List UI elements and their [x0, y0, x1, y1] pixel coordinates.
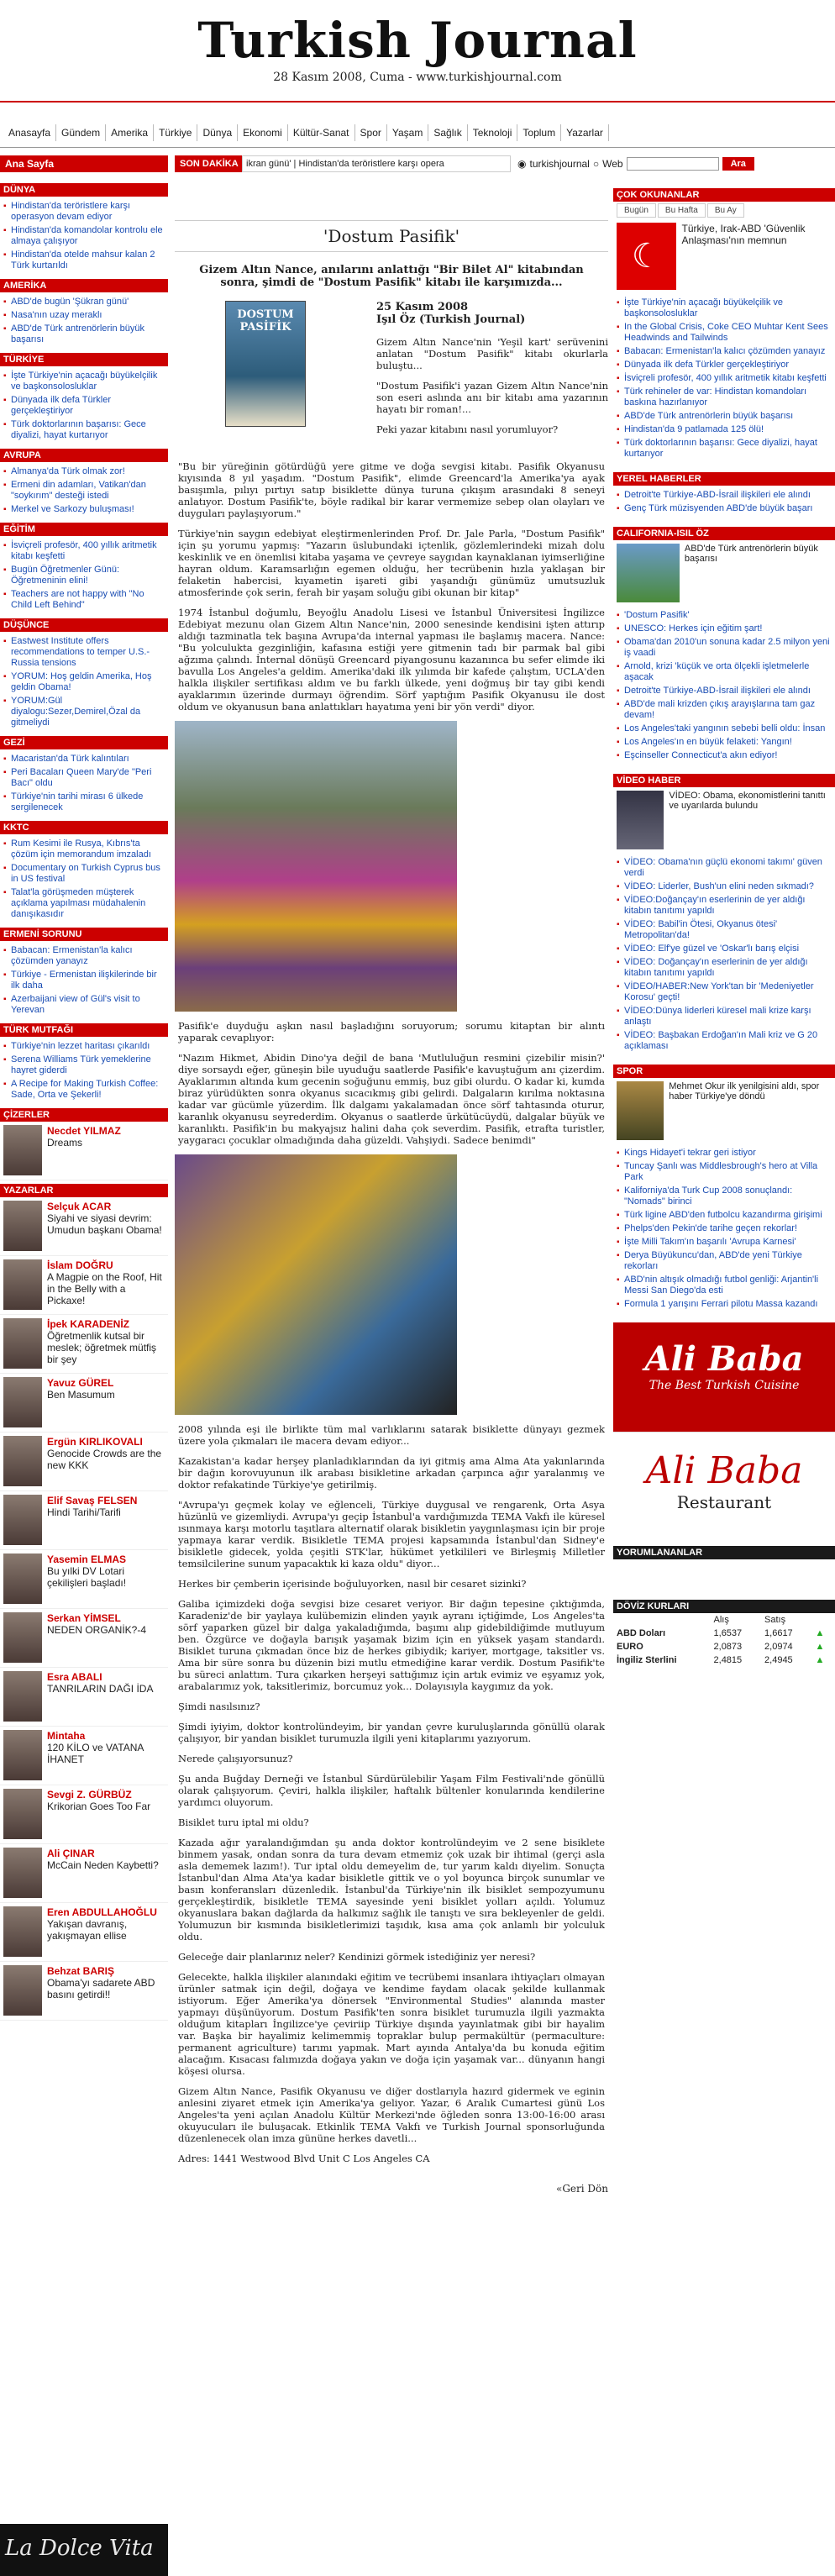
- author-article-title[interactable]: Krikorian Goes Too Far: [47, 1801, 151, 1812]
- nav-item[interactable]: Gündem: [56, 124, 106, 141]
- author-name[interactable]: Serkan YİMSEL: [47, 1612, 121, 1624]
- paragraph: Peki yazar kitabını nasıl yorumluyor?: [376, 423, 559, 435]
- photo-mural: [175, 1154, 457, 1415]
- nav-item[interactable]: Kültür-Sanat: [288, 124, 355, 141]
- paragraph: "Avrupa'yı geçmek kolay ve eğlenceli, Türkiye duygusal ve rengarenk, Orta Asya hüzünlü ve gizemliydi. Avrupa'yı geçip İstanbul'a vardığımızda TEMA Vakfı ile küresel ısınmaya karşı motorlu taşıtlara alternatif olarak bisikletin yaygınlaşması için bir proje yapmaya karar verdik. Bisikletle TEMA projesi kapsamında İstanbul'dan Sidney'e bisikletle gidecek, yolda çeşitli STK'lar, hükümet yetkilileri ve Birleşmiş Milletler temsilcilerine sunum yapacaktık ki kaza oldu" diyor...: [178, 1499, 605, 1569]
- flag-photo: ☾: [617, 223, 676, 290]
- video-item[interactable]: ▪ VİDEO/HABER:New York'tan bir 'Medeniyetler Korosu' geçti!: [617, 981, 832, 1003]
- paragraph: "Nazım Hikmet, Abidin Dino'ya değil de bana 'Mutluluğun resmini çizebilir misin?' diye sorsaydı eğer, güneşin bile uyuduğu saatlerde Pasifik'e kavuştuğum anı çizerdim. Ayaklarımın altında kum gecenin soğuğunu emmiş, buz gibi olurdu. O kadar ki, kumda biraz yürüdükten sonra okyanus sıcacıkmış gibi gelirdi. Dalgaların kırılma noktasına kadar var gücümle yüzerdim. İlk dalgamı yakalamadan önce sörf tahtasında oturur, karanlık okyanusu seyrederdim. Okyanus o saatlerde ürkütücüydü, dalgalar büyük ve karanlıktı. Pasifik'in bu makyajsız halini daha çok severdim. Pasifik, etrafta turistler, yaygaracı çocuklar olmadığında daha güzeldi. Vahşiydi. Sadece benimdi": [178, 1052, 605, 1146]
- section-list: [0, 536, 168, 615]
- most-read-top[interactable]: Türkiye, Irak-ABD 'Güvenlik Anlaşması'nın memnun: [681, 223, 806, 246]
- nav-item[interactable]: Türkiye: [154, 124, 197, 141]
- section-title[interactable]: ERMENİ SORUNU: [0, 928, 168, 941]
- author-card[interactable]: [0, 1962, 168, 2021]
- avatar: [3, 1377, 42, 1427]
- sport-top[interactable]: Mehmet Okur ilk yenilgisini aldı, spor haber Türkiye'ye döndü: [669, 1081, 820, 1101]
- author-article-title[interactable]: McCain Neden Kaybetti?: [47, 1859, 159, 1871]
- california-item[interactable]: ▪ ABD'de mali krizden çıkış arayışlarına tam gaz devam!: [617, 699, 832, 721]
- section-title[interactable]: KKTC: [0, 821, 168, 834]
- list-item[interactable]: ▪ İşte Türkiye'nin açacağı büyükelçilik ve başkonsolosluklar: [3, 371, 165, 392]
- photo-cyclist: [175, 721, 457, 1012]
- article: [175, 168, 608, 2195]
- sport-item[interactable]: ▪ Phelps'den Pekin'de tarihe geçen rekorlar!: [617, 1223, 832, 1234]
- section-title[interactable]: DÜŞÜNCE: [0, 618, 168, 632]
- author-name[interactable]: İpek KARADENİZ: [47, 1318, 130, 1330]
- author-article-title[interactable]: Ben Masumum: [47, 1389, 115, 1401]
- dateline: 28 Kasım 2008, Cuma - www.turkishjournal.com: [273, 71, 562, 84]
- up-arrow-icon: ▲: [815, 1655, 825, 1665]
- video-item[interactable]: ▪ VİDEO: Başbakan Erdoğan'ın Mali kriz ve G 20 açıklaması: [617, 1030, 832, 1052]
- video-top[interactable]: VİDEO: Obama, ekonomistlerini tanıttı ve uyarılarda bulundu: [669, 791, 826, 811]
- list-item[interactable]: ▪ Hindistan'da otelde mahsur kalan 2 Türk kurtarıldı: [3, 250, 165, 271]
- author-article-title[interactable]: Bu yılki DV Lotari çekilişleri başladı!: [47, 1565, 127, 1589]
- avatar: [3, 1906, 42, 1957]
- author-card[interactable]: [0, 1609, 168, 1668]
- author-card[interactable]: [0, 1903, 168, 1962]
- paragraph: 2008 yılında eşi ile birlikte tüm mal varlıklarını satarak bisiklette dünyayı gezmek üzere yola çıkmaları ile macera devam ediyor...: [178, 1423, 605, 1447]
- author-card[interactable]: [0, 1844, 168, 1903]
- video-item[interactable]: ▪ VİDEO: Obama'nın güçlü ekonomi takımı' güven verdi: [617, 857, 832, 879]
- author-card[interactable]: [0, 1374, 168, 1433]
- currency-name: EURO: [617, 1642, 643, 1652]
- ad-title: Ali Baba: [645, 1449, 803, 1492]
- ad-subtitle: Restaurant: [676, 1492, 772, 1512]
- list-item[interactable]: ▪ Türkiye - Ermenistan ilişkilerinde bir ilk daha: [3, 970, 165, 991]
- author-name[interactable]: Elif Savaş FELSEN: [47, 1495, 138, 1506]
- california-item[interactable]: ▪ UNESCO: Herkes için eğitim şart!: [617, 623, 832, 634]
- ad-alibaba-1[interactable]: [613, 1322, 835, 1432]
- video-item[interactable]: ▪ VİDEO: Doğançay'ın eserlerinin de yer aldığı kitabın tanıtımı yapıldı: [617, 957, 832, 979]
- avatar: [3, 1848, 42, 1898]
- california-item[interactable]: ▪ Obama'dan 2010'un sonuna kadar 2.5 milyon yeni iş vaadi: [617, 637, 832, 659]
- most-read-item[interactable]: ▪ İsviçreli profesör, 400 yıllık aritmetik kitabı keşfetti: [617, 373, 832, 384]
- author-article-title[interactable]: 120 KİLO ve VATANA İHANET: [47, 1742, 144, 1765]
- avatar: [3, 1125, 42, 1175]
- list-item[interactable]: ▪ Merkel ve Sarkozy buluşması!: [3, 504, 165, 515]
- author-name[interactable]: İslam DOĞRU: [47, 1259, 113, 1271]
- author-card[interactable]: [0, 1550, 168, 1609]
- most-read-item[interactable]: ▪ İşte Türkiye'nin açacağı büyükelçilik ve başkonsolosluklar: [617, 297, 832, 319]
- most-read-title: ÇOK OKUNANLAR: [613, 188, 835, 202]
- author-name[interactable]: Necdet YILMAZ: [47, 1125, 121, 1137]
- sport-item[interactable]: ▪ Kings Hidayet'i tekrar geri istiyor: [617, 1148, 832, 1159]
- list-item[interactable]: ▪ YORUM:Gül diyalogu:Sezer,Demirel,Özal da gitmeliydi: [3, 696, 165, 728]
- currency-buy: 2,4815: [713, 1655, 743, 1665]
- author-name[interactable]: Ali ÇINAR: [47, 1848, 95, 1859]
- left-column: [0, 180, 168, 2021]
- article-author: Işıl Öz (Turkish Journal): [376, 313, 526, 326]
- section-title[interactable]: EĞİTİM: [0, 523, 168, 536]
- california-item[interactable]: ▪ Los Angeles'ın en büyük felaketi: Yangın!: [617, 737, 832, 748]
- author-card[interactable]: [0, 1433, 168, 1491]
- nav-item[interactable]: Teknoloji: [468, 124, 518, 141]
- section-list: [0, 834, 168, 924]
- up-arrow-icon: ▲: [815, 1628, 825, 1638]
- video-item[interactable]: ▪ VİDEO:Doğançay'ın eserlerinin de yer aldığı kitabın tanıtımı yapıldı: [617, 895, 832, 917]
- california-item[interactable]: ▪ Eşcinseller Connecticut'a akın ediyor!: [617, 750, 832, 761]
- author-article-title[interactable]: Yakışan davranış, yakışmayan ellise: [47, 1918, 128, 1942]
- book-cover: [225, 301, 306, 427]
- up-arrow-icon: ▲: [815, 1642, 825, 1652]
- article-body: [175, 460, 608, 2195]
- avatar: [3, 1730, 42, 1780]
- avatar: [3, 1495, 42, 1545]
- author-name[interactable]: Yavuz GÜREL: [47, 1377, 114, 1389]
- most-read-item[interactable]: ▪ Hindistan'da 9 patlamada 125 ölü!: [617, 424, 832, 435]
- section-list: [0, 366, 168, 445]
- paragraph: Bisiklet turu iptal mi oldu?: [178, 1816, 309, 1828]
- search-button[interactable]: Ara: [722, 157, 754, 171]
- section-list: [0, 941, 168, 1020]
- author-card[interactable]: [0, 1727, 168, 1785]
- video-item[interactable]: ▪ VİDEO: Liderler, Bush'un elini neden sıkmadı?: [617, 881, 832, 892]
- nav-item[interactable]: Yazarlar: [561, 124, 609, 141]
- currency-sell: 1,6617: [764, 1628, 793, 1638]
- paragraph: Herkes bir çemberin içerisinde boğuluyorken, nasıl bir cesaret sizinki?: [178, 1578, 527, 1590]
- list-item[interactable]: ▪ A Recipe for Making Turkish Coffee: Sade, Orta ve Şekerli!: [3, 1079, 165, 1101]
- nav-item[interactable]: Amerika: [106, 124, 154, 141]
- breaking-ticker[interactable]: ikran günü' | Hindistan'da teröristlere karşı opera: [242, 155, 511, 172]
- paragraph: Nerede çalışıyorsunuz?: [178, 1753, 293, 1764]
- section-title[interactable]: AMERİKA: [0, 279, 168, 292]
- list-item[interactable]: ▪ Türk doktorlarının başarısı: Gece diyalizi, hayat kurtarıyor: [3, 419, 165, 441]
- avatar: [3, 1612, 42, 1663]
- nav-item[interactable]: Spor: [355, 124, 387, 141]
- list-item[interactable]: ▪ Azerbaijani view of Gül's visit to Yerevan: [3, 994, 165, 1016]
- section-list: [0, 632, 168, 733]
- list-item[interactable]: ▪ Eastwest Institute offers recommendations to temper U.S.-Russia tensions: [3, 636, 165, 669]
- sport-item[interactable]: ▪ Kaliforniya'da Turk Cup 2008 sonuçlandı: "Nomads" birinci: [617, 1185, 832, 1207]
- paragraph: Gizem Altın Nance'nin 'Yeşil kart' serüvenini anlatan "Dostum Pasifik" kitabı okurlarla buluştu...: [376, 336, 608, 371]
- author-name[interactable]: Selçuk ACAR: [47, 1201, 112, 1212]
- list-item[interactable]: ▪ Hindistan'da teröristlere karşı operasyon devam ediyor: [3, 201, 165, 223]
- article-lead: Gizem Altın Nance, anılarını anlattığı "Bir Bilet Al" kitabından sonra, şimdi de "Dostum Pasifik" kitabı ile karşımızda...: [199, 264, 584, 289]
- nav-item[interactable]: Toplum: [517, 124, 561, 141]
- main-nav: [0, 118, 835, 148]
- paragraph: Galiba içimizdeki doğa sevgisi bize cesaret veriyor. Bir dağın tepesine çıktığımda, Karadeniz'de bir yaylaya kulübemizin elinden yayık ayranı içtiğimde, Los Angeles'ta sörf yaparken güzel bir dalga yakaladığımda, başımı alıp gidebildiğimde mutluyum ben. Özgürce ve doğayla barışık yaşamak bizim için en yüksek yaşam standardı. Bisiklet turuna çıkmadan önce biz de herkes gibiydik; kariyer, mortgage, taksitler vs. Ama bir süre sonra bu düzenin bizi mutlu etmediğine karar verdik. Dostum Pasifik'te bu süreci anlattım. Tura çıkarken herşeyi sattığımız için artık evimiz ve eşyamız yok, arabalarımız yok, taksitlerimiz, borcumuz yok... Dolayısıyla kaygımız da yok.: [178, 1598, 605, 1692]
- local-news-list: [613, 486, 835, 518]
- tab-today[interactable]: Bugün: [617, 203, 656, 218]
- currency-row: [613, 1653, 835, 1667]
- author-card[interactable]: [0, 1197, 168, 1256]
- california-item[interactable]: ▪ Arnold, krizi 'küçük ve orta ölçekli işletmelerle aşacak: [617, 661, 832, 683]
- author-article-title[interactable]: NEDEN ORGANİK?-4: [47, 1624, 147, 1636]
- author-card[interactable]: [0, 1315, 168, 1374]
- list-item[interactable]: ▪ Ermeni din adamları, Vatikan'dan "soykırım" desteği istedi: [3, 480, 165, 502]
- site-logo[interactable]: Turkish Journal: [197, 12, 638, 69]
- avatar: [3, 1201, 42, 1251]
- paragraph: Kazada ağır yaralandığımdan şu anda doktor kontrolündeyim ve 2 sene bisiklete binmem yasak, ondan sonra da tura devam etmemiz çok uzak bir ihtimal (gerçi asla asla dememek lazım!). Tur iptal oldu demeyelim de, tur yarım kaldı diyelim. Sonuçta İstanbul'dan Alma Ata'ya kadar bisikletle gittik ve o yol boyunca birçok sunumlar ve basın konferansları düzenledik. İstanbul'da Türkiye'nin ilk bisiklet sempozyumunu gerçekleştirdik, bisikletle TEMA sayesinde yeni bisiklet yolları açıldı. Yolumuz okyanuslara bakan dağlarda da halkımız sağlık ile tanıştı ve sıra bekleyenler de geldi. Yolumuzun bir kısmında bisikletlerimizi taşıdık, kısa ama çok anlamlı bir yolculuk oldu.: [178, 1837, 605, 1943]
- currency-title: DÖVİZ KURLARI: [613, 1600, 835, 1613]
- author-name[interactable]: Sevgi Z. GÜRBÜZ: [47, 1789, 132, 1801]
- paragraph: Şimdi iyiyim, doktor kontrolündeyim, bir yandan çevre kuruluşlarında gönüllü olarak çalışıyor, bir yandan bisiklet turumuzla ilgili yeni kitaplarımı yazıyorum.: [178, 1721, 605, 1744]
- most-read-tabs: [613, 202, 835, 219]
- nav-item[interactable]: Ekonomi: [238, 124, 288, 141]
- avatar: [3, 1671, 42, 1722]
- most-read-item[interactable]: ▪ Dünyada ilk defa Türkler gerçekleştiriyor: [617, 360, 832, 371]
- section-list: [0, 292, 168, 350]
- author-name[interactable]: Esra ABALI: [47, 1671, 102, 1683]
- most-read-item[interactable]: ▪ In the Global Crisis, Coke CEO Muhtar Kent Sees Headwinds and Tailwinds: [617, 322, 832, 344]
- masthead: [0, 0, 835, 103]
- ad-title: Ali Baba: [644, 1339, 804, 1379]
- paragraph: Şu anda Buğday Derneği ve İstanbul Sürdürülebilir Yaşam Film Festivali'nde gönüllü olarak çalışıyorum. Çeviri, halkla ilişkiler, haftalık bültenler konularında kendilerine yardımcı oluyorum.: [178, 1773, 605, 1808]
- list-item[interactable]: ▪ Babacan: Ermenistan'la kalıcı çözümden yanayız: [3, 945, 165, 967]
- currency-buy: 1,6537: [713, 1628, 743, 1638]
- california-list: [613, 606, 835, 765]
- california-top[interactable]: ABD'de Türk antrenörlerin büyük başarısı: [684, 544, 818, 564]
- list-item[interactable]: ▪ Hindistan'da komandolar kontrolu ele almaya çalışıyor: [3, 225, 165, 247]
- sport-item[interactable]: ▪ Türk ligine ABD'den futbolcu kazandırma girişimi: [617, 1210, 832, 1221]
- list-item[interactable]: ▪ Almanya'da Türk olmak zor!: [3, 466, 165, 477]
- currency-row: [613, 1627, 835, 1640]
- list-item[interactable]: ▪ İsviçreli profesör, 400 yıllık aritmetik kitabı keşfetti: [3, 540, 165, 562]
- author-article-title[interactable]: Dreams: [47, 1137, 83, 1149]
- section-title[interactable]: DÜNYA: [0, 183, 168, 197]
- video-list: [613, 853, 835, 1056]
- list-item[interactable]: ▪ ABD'de Türk antrenörlerin büyük başarısı: [3, 323, 165, 345]
- currency-name: İngiliz Sterlini: [617, 1655, 677, 1665]
- list-item[interactable]: ▪ Dünyada ilk defa Türkler gerçekleştiriyor: [3, 395, 165, 417]
- home-link[interactable]: Ana Sayfa: [0, 155, 168, 172]
- section-list: [0, 749, 168, 817]
- paragraph: Gizem Altın Nance, Pasifik Okyanusu ve diğer dostlarıyla hazırd gidermek ve eginin anlesini ziyaret etmek için Amerika'ya geliyor. Yazar, 6 Aralık Cumartesi günü Los Angeles'ta yeni açılan Anadolu Kültür Merkezi'nde öğleden sonra 13:00-16:00 arası okuyucuları ile buluşacak. Etkinlik TEMA Vakfı ve Turkish Journal sponsorluğunda düzenlenecek olan imza gününe herkes davetli...: [178, 2085, 605, 2144]
- author-name[interactable]: Eren ABDULLAHOĞLU: [47, 1906, 157, 1918]
- paragraph: Türkiye'nin saygın edebiyat eleştirmenlerinden Prof. Dr. Jale Parla, "Dostum Pasifik" için şu yorumu yapmış: "Yazarın üslubundaki içtenlik, gözlemlerindeki mizah dolu keskinlik ve en önemlisi kitaba yaşama ve çevreye saygıdan kaynaklanan iyimserliğine hayran oldum. Karamsarlığın egemen olduğu, her tecrübenin hızla yaklaşan bir felaketin habercisi, kıyametin işareti gibi yaşandığı günümüz umutsuzluk atmosferinde çok serin, ferah bir yaşam soluğu gibi okunan bir kitap": [178, 528, 605, 598]
- search-option: turkishjournal: [529, 158, 590, 170]
- author-article-title[interactable]: TANRILARIN DAĞI İDA: [47, 1683, 154, 1695]
- sport-item[interactable]: ▪ İşte Milli Takım'ın başarılı 'Avrupa Karnesi': [617, 1237, 832, 1248]
- article-date: 25 Kasım 2008: [376, 301, 469, 313]
- author-article-title[interactable]: A Magpie on the Roof, Hit in the Belly with a Pickaxe!: [47, 1271, 162, 1306]
- ad-subtitle: The Best Turkish Cuisine: [649, 1379, 800, 1392]
- author-name[interactable]: Ergün KIRLIKOVALI: [47, 1436, 143, 1448]
- sport-item[interactable]: ▪ Derya Büyükuncu'dan, ABD'de yeni Türkiye rekorları: [617, 1250, 832, 1272]
- sport-item[interactable]: ▪ Formula 1 yarışını Ferrari pilotu Massa kazandı: [617, 1299, 832, 1310]
- list-item[interactable]: ▪ Documentary on Turkish Cyprus bus in US festival: [3, 863, 165, 885]
- nav-item[interactable]: Anasayfa: [3, 124, 56, 141]
- currency-row: [613, 1640, 835, 1653]
- commented-title: YORUMLANANLAR: [613, 1546, 835, 1559]
- right-column: [613, 185, 835, 1667]
- article-title: 'Dostum Pasifik': [175, 220, 608, 252]
- most-read-list: [613, 293, 835, 464]
- local-news-item[interactable]: ▪ Genç Türk müzisyenden ABD'de büyük başarı: [617, 503, 832, 514]
- author-card[interactable]: [0, 1668, 168, 1727]
- author-article-title[interactable]: Hindi Tarihi/Tarifi: [47, 1506, 121, 1518]
- list-item[interactable]: ▪ Macaristan'da Türk kalıntıları: [3, 754, 165, 765]
- most-read-item[interactable]: ▪ ABD'de Türk antrenörlerin büyük başarısı: [617, 411, 832, 422]
- list-item[interactable]: ▪ Rum Kesimi ile Rusya, Kıbrıs'ta çözüm için memorandum imzaladı: [3, 839, 165, 860]
- sport-photo: [617, 1081, 664, 1140]
- tab-week[interactable]: Bu Hafta: [658, 203, 706, 218]
- avatar: [3, 1318, 42, 1369]
- author-name[interactable]: Behzat BARIŞ: [47, 1965, 115, 1977]
- list-item[interactable]: ▪ Nasa'nın uzay meraklı: [3, 310, 165, 321]
- paragraph: Adres: 1441 Westwood Blvd Unit C Los Angeles CA: [178, 2153, 430, 2164]
- sport-list: [613, 1143, 835, 1314]
- avatar: [3, 1789, 42, 1839]
- author-name[interactable]: Mintaha: [47, 1730, 86, 1742]
- search-option: Web: [602, 158, 623, 170]
- video-item[interactable]: ▪ VİDEO: Babil'in Ötesi, Okyanus ötesi' Metropolitan'da!: [617, 919, 832, 941]
- book-title: DOSTUM PASİFİK: [237, 308, 294, 334]
- california-photo: [617, 544, 680, 602]
- radio-icon[interactable]: ○: [592, 158, 600, 170]
- author-article-title[interactable]: Öğretmenlik kutsal bir meslek; öğretmek mütfiş bir şey: [47, 1330, 157, 1365]
- paragraph: Şimdi nasılsınız?: [178, 1701, 260, 1712]
- list-item[interactable]: ▪ Peri Bacaları Queen Mary'de "Peri Bacı" oldu: [3, 767, 165, 789]
- currency-sell: 2,4945: [764, 1655, 793, 1665]
- list-item[interactable]: ▪ YORUM: Hoş geldin Amerika, Hoş geldin Obama!: [3, 671, 165, 693]
- section-list: [0, 197, 168, 276]
- section-list: [0, 1037, 168, 1105]
- section-title[interactable]: GEZİ: [0, 736, 168, 749]
- paragraph: Pasifik'e duyduğu aşkın nasıl başladığını soruyorum; sorumu kitaptan bir alıntı yaparak cevaplıyor:: [178, 1020, 605, 1044]
- paragraph: "Bu bir yüreğinin götürdüğü yere gitme ve doğa sevgisi kitabı. Pasifik Okyanusu kıyısında 8 yıl yaşadım. "Dostum Pasifik", elimde Greencard'la Amerika'ya ayak basışımla, pılıyı pırtıyı satıp bisiklette dünya turuna çıkışım arasındaki 8 seneyi anlatıyor. Dostum Pasifik'te, böyle radikal bir karar vermemize sebep olan olayları ve duyguları paylaşıyorum.": [178, 460, 605, 519]
- video-item[interactable]: ▪ VİDEO: Elf'ye güzel ve 'Oskar'lı barış elçisi: [617, 944, 832, 954]
- author-name[interactable]: Yasemin ELMAS: [47, 1553, 127, 1565]
- local-news-title: YEREL HABERLER: [613, 472, 835, 486]
- breaking-label: SON DAKİKA: [175, 155, 242, 172]
- avatar: [3, 1553, 42, 1604]
- currency-head: Alış: [713, 1615, 729, 1625]
- list-item[interactable]: ▪ Türkiye'nin tarihi mirası 6 ülkede sergilenecek: [3, 791, 165, 813]
- video-title: VİDEO HABER: [613, 774, 835, 787]
- author-article-title[interactable]: Genocide Crowds are the new KKK: [47, 1448, 162, 1471]
- author-card[interactable]: [0, 1785, 168, 1844]
- california-item[interactable]: ▪ 'Dostum Pasifik': [617, 610, 832, 621]
- most-read-item[interactable]: ▪ Türk rehineler de var: Hindistan komandoları baskına hazırlanıyor: [617, 386, 832, 408]
- nav-item[interactable]: Sağlık: [428, 124, 467, 141]
- paragraph: "Dostum Pasifik'i yazan Gizem Altın Nance'nin son eseri aslında anı bir kitabı ama yazarının hayatı bir roman!...: [376, 380, 608, 415]
- sport-title: SPOR: [613, 1065, 835, 1078]
- section-title[interactable]: TÜRKİYE: [0, 353, 168, 366]
- currency-sell: 2,0974: [764, 1642, 793, 1652]
- currency-head: [613, 1613, 711, 1627]
- currency-table: [613, 1613, 835, 1667]
- currency-buy: 2,0873: [713, 1642, 743, 1652]
- section-title[interactable]: TÜRK MUTFAĞI: [0, 1023, 168, 1037]
- california-item[interactable]: ▪ Detroit'te Türkiye-ABD-İsrail ilişkileri ele alındı: [617, 686, 832, 697]
- currency-head: Satış: [764, 1615, 786, 1625]
- avatar: [3, 1965, 42, 2016]
- author-article-title[interactable]: Siyahi ve siyasi devrim: Umudun başkanı Obama!: [47, 1212, 162, 1236]
- ad-alibaba-2[interactable]: [613, 1432, 835, 1541]
- video-item[interactable]: ▪ VİDEO:Dünya liderleri küresel mali krize karşı anlaştı: [617, 1006, 832, 1028]
- california-title: CALIFORNIA-ISIL ÖZ: [613, 527, 835, 540]
- paragraph: Kazakistan'a kadar herşey planladıklarından da iyi gitmiş ama Alma Ata yakınlarında bir dağın korovuyunun ilk arabası bisikletine arkadan çarpınca ağır yaralanmış ve doktor refakatinde Türkiye'ye getirilmiş.: [178, 1455, 605, 1490]
- most-read-item[interactable]: ▪ Türk doktorlarının başarısı: Gece diyalizi, hayat kurtarıyor: [617, 438, 832, 460]
- tab-month[interactable]: Bu Ay: [707, 203, 744, 218]
- avatar: [3, 1259, 42, 1310]
- nav-item[interactable]: Yaşam: [387, 124, 428, 141]
- ad-la-dolce-vita[interactable]: La Dolce Vita: [0, 2524, 168, 2576]
- paragraph: 1974 İstanbul doğumlu, Beyoğlu Anadolu Lisesi ve İstanbul Üniversitesi İngilizce Edebiyat mezunu olan Gizem Altın Nance'nin, 2000 senesinde kendisini işten attırıp aldığı tazminatla tek başına Avrupa'da internal yapması ile başlamış macera. Nance: "Bu yolculukta gezginliğin, kafasına estiği yere gitmenin tadı bir parmak bal gibi ağzıma çalındı. İnternal dönüşü Greencard piyangosunu kazanınca bu sefer elimde iki bavulla Los Angeles'a geldim. Amerika'daki ilk yılımda bir kafede çalıştım, UCLA'den halkla ilişkiler sertifikası aldım ve bu farklı ülkede, yeni doğmuş bir tay gibi kendi ayaklarımın üzerinde durmayı öğrendim. Sörf yaptığım Pasifik Okyanusu ile dost oldum ve okyanusun bana anlattıkları hayatıma yeni bir yön verdi" diyor.: [178, 607, 605, 712]
- sport-item[interactable]: ▪ ABD'nin altışık olmadığı futbol genliği: Arjantin'li Messi San Diego'da esti: [617, 1275, 832, 1296]
- video-photo[interactable]: [617, 791, 664, 849]
- section-list: [0, 462, 168, 519]
- california-item[interactable]: ▪ Los Angeles'taki yangının sebebi belli oldu: İnsan: [617, 723, 832, 734]
- columnists-title: YAZARLAR: [0, 1184, 168, 1197]
- author-card[interactable]: [0, 1491, 168, 1550]
- avatar: [3, 1436, 42, 1486]
- sport-item[interactable]: ▪ Tuncay Şanlı was Middlesbrough's hero at Villa Park: [617, 1161, 832, 1183]
- nav-item[interactable]: Dünya: [197, 124, 238, 141]
- currency-name: ABD Doları: [617, 1628, 666, 1638]
- paragraph: Gelecekte, halkla ilişkiler alanındaki eğitim ve tecrübemi insanlara ihtiyaçları olmayan ürünler satmak için değil, doğaya ve kendime faydam olacak şekilde kullanmak istiyorum. Eğer Amerika'ya dönersek "Environmental Studies" alanında master yapmayı düşünüyorum. Dostum Pasifik'ten sonra bisiklet turumuzla ilgili yazmakta olduğum kitapları İngilizce'ye çeviriip Türkiye dışında yayınlatmak gibi bir hayalim var. Başka bir hayalimiz kelimemmiş topraklar bulup permakültür (permaculture: permanent agriculture) tarımı yapmak. Mart ayında Antalya'da bu konuda eğitim alacağım. Kısacası falımızda doğaya yakın ve doğa için yaşamak var... dünyanın hangi köşesi olursa.: [178, 1971, 605, 2077]
- list-item[interactable]: ▪ Teachers are not happy with "No Child Left Behind": [3, 589, 165, 611]
- list-item[interactable]: ▪ Bugün Öğretmenler Günü: Öğretmeninin elini!: [3, 565, 165, 586]
- local-news-item[interactable]: ▪ Detroit'te Türkiye-ABD-İsrail ilişkileri ele alındı: [617, 490, 832, 501]
- search-input[interactable]: [627, 157, 719, 171]
- author-article-title[interactable]: Obama'yı sadarete ABD basını getirdi!!: [47, 1977, 155, 2000]
- list-item[interactable]: ▪ Talat'la görüşmeden müşterek açıklama yapılması müdahalenin danışıkasıdır: [3, 887, 165, 920]
- author-card[interactable]: [0, 1256, 168, 1315]
- paragraph: Geleceğe dair planlarınız neler? Kendinizi görmek istediğiniz yer neresi?: [178, 1951, 536, 1963]
- list-item[interactable]: ▪ ABD'de bugün 'Şükran günü': [3, 297, 165, 308]
- most-read-item[interactable]: ▪ Babacan: Ermenistan'la kalıcı çözümden yanayız: [617, 346, 832, 357]
- list-item[interactable]: ▪ Türkiye'nin lezzet haritası çıkarıldı: [3, 1041, 165, 1052]
- back-link[interactable]: «Geri Dön: [556, 2183, 608, 2195]
- author-card[interactable]: [0, 1122, 168, 1180]
- radio-icon[interactable]: ◉: [517, 158, 527, 170]
- list-item[interactable]: ▪ Serena Williams Türk yemeklerine hayret giderdi: [3, 1054, 165, 1076]
- section-title[interactable]: AVRUPA: [0, 449, 168, 462]
- cartoonists-title: ÇİZERLER: [0, 1108, 168, 1122]
